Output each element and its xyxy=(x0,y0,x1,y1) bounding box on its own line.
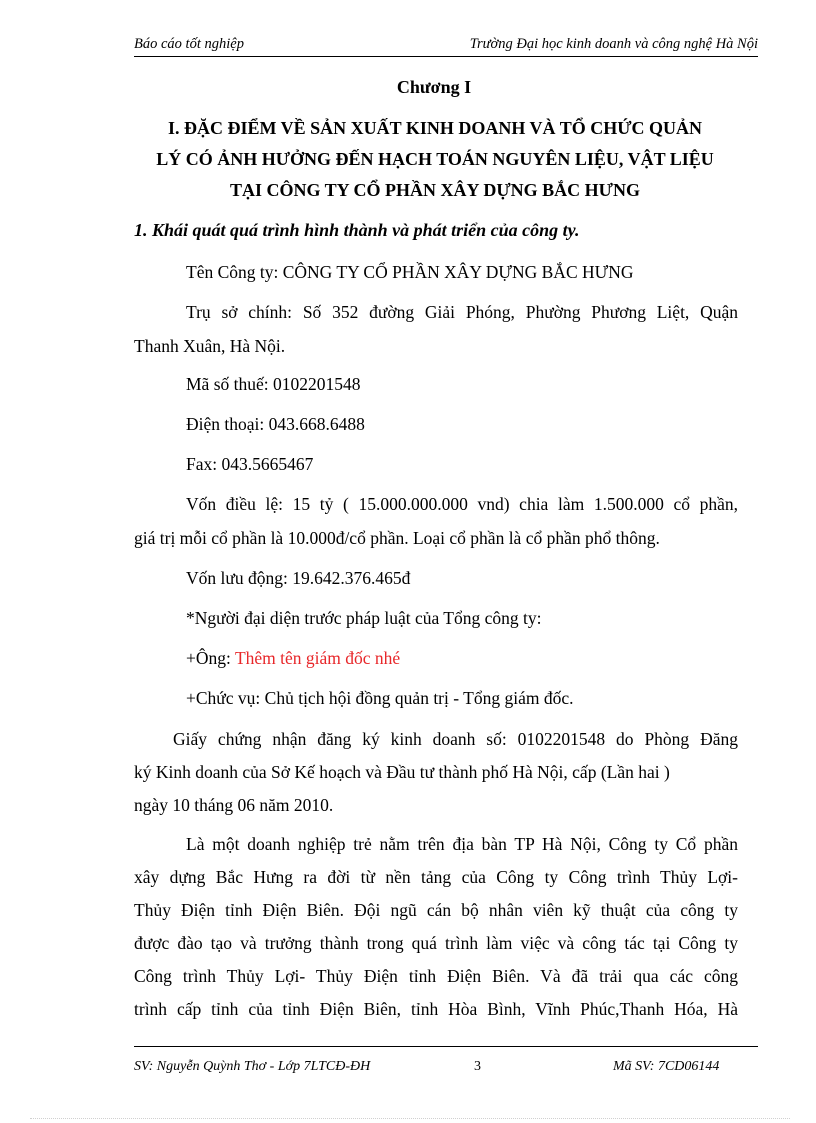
footer-page-number: 3 xyxy=(474,1059,481,1074)
director-name-placeholder: Thêm tên giám đốc nhé xyxy=(234,648,401,668)
working-capital: Vốn lưu động: 19.642.376.465đ xyxy=(186,568,411,588)
footer-rule xyxy=(134,1046,758,1047)
history-line-2: xây dựng Bắc Hưng ra đời từ nền tảng của Công ty Công trình Thủy Lợi- xyxy=(134,867,738,887)
page-header xyxy=(134,34,758,57)
history-line-3: Thủy Điện tỉnh Điện Biên. Đội ngũ cán bộ nhân viên kỹ thuật của công ty xyxy=(134,900,738,920)
history-line-1: Là một doanh nghiệp trẻ nằm trên địa bàn TP Hà Nội, Công ty Cổ phần xyxy=(186,834,738,854)
director-label: +Ông: xyxy=(186,648,235,668)
section-heading: 1. Khái quát quá trình hình thành và phát triển của công ty. xyxy=(134,220,580,240)
license-line-1: Giấy chứng nhận đăng ký kinh doanh số: 0102201548 do Phòng Đăng xyxy=(173,729,738,749)
director-line xyxy=(186,648,400,669)
main-title-line-3: TẠI CÔNG TY CỔ PHẦN XÂY DỰNG BẮC HƯNG xyxy=(229,180,640,200)
charter-capital-line-2: giá trị mỗi cổ phần là 10.000đ/cổ phần. Loại cổ phần là cổ phần phổ thông. xyxy=(134,528,660,548)
header-university: Trường Đại học kinh doanh và công nghệ Hà Nội xyxy=(469,36,758,52)
history-line-5: Công trình Thủy Lợi- Thủy Điện tỉnh Điện Biên. Và đã trải qua các công xyxy=(134,966,738,986)
license-line-3: ngày 10 tháng 06 năm 2010. xyxy=(134,795,334,815)
page-bottom-divider xyxy=(30,1118,790,1119)
fax-number: Fax: 043.5665467 xyxy=(186,454,314,474)
legal-representative: *Người đại diện trước pháp luật của Tổng công ty: xyxy=(186,608,542,628)
footer-student: SV: Nguyễn Quỳnh Thơ - Lớp 7LTCĐ-ĐH xyxy=(134,1059,371,1074)
company-name: Tên Công ty: CÔNG TY CỔ PHẦN XÂY DỰNG BẮC HƯNG xyxy=(186,262,634,282)
phone-number: Điện thoại: 043.668.6488 xyxy=(186,414,365,434)
director-position: +Chức vụ: Chủ tịch hội đồng quản trị - Tổng giám đốc. xyxy=(186,688,574,708)
chapter-title: Chương I xyxy=(396,77,472,97)
main-title-line-2: LÝ CÓ ẢNH HƯỞNG ĐẾN HẠCH TOÁN NGUYÊN LIỆU, VẬT LIỆU xyxy=(156,149,714,169)
header-report-label: Báo cáo tốt nghiệp xyxy=(134,36,244,52)
license-line-2: ký Kinh doanh của Sở Kế hoạch và Đầu tư thành phố Hà Nội, cấp (Lần hai ) xyxy=(134,762,670,782)
tax-code: Mã số thuế: 0102201548 xyxy=(186,374,361,394)
headquarters-line-1: Trụ sở chính: Số 352 đường Giải Phóng, Phường Phương Liệt, Quận xyxy=(186,302,738,322)
headquarters-line-2: Thanh Xuân, Hà Nội. xyxy=(134,336,286,356)
main-title-line-1: I. ĐẶC ĐIỂM VỀ SẢN XUẤT KINH DOANH VÀ TỔ CHỨC QUẢN xyxy=(167,118,703,138)
history-line-4: được đào tạo và trưởng thành trong quá trình làm việc và công tác tại Công ty xyxy=(134,933,738,953)
footer-student-id: Mã SV: 7CD06144 xyxy=(613,1059,720,1074)
charter-capital-line-1: Vốn điều lệ: 15 tỷ ( 15.000.000.000 vnd) chia làm 1.500.000 cổ phần, xyxy=(186,494,738,514)
history-line-6: trình cấp tỉnh của tỉnh Điện Biên, tỉnh Hòa Bình, Vĩnh Phúc,Thanh Hóa, Hà xyxy=(134,999,738,1019)
